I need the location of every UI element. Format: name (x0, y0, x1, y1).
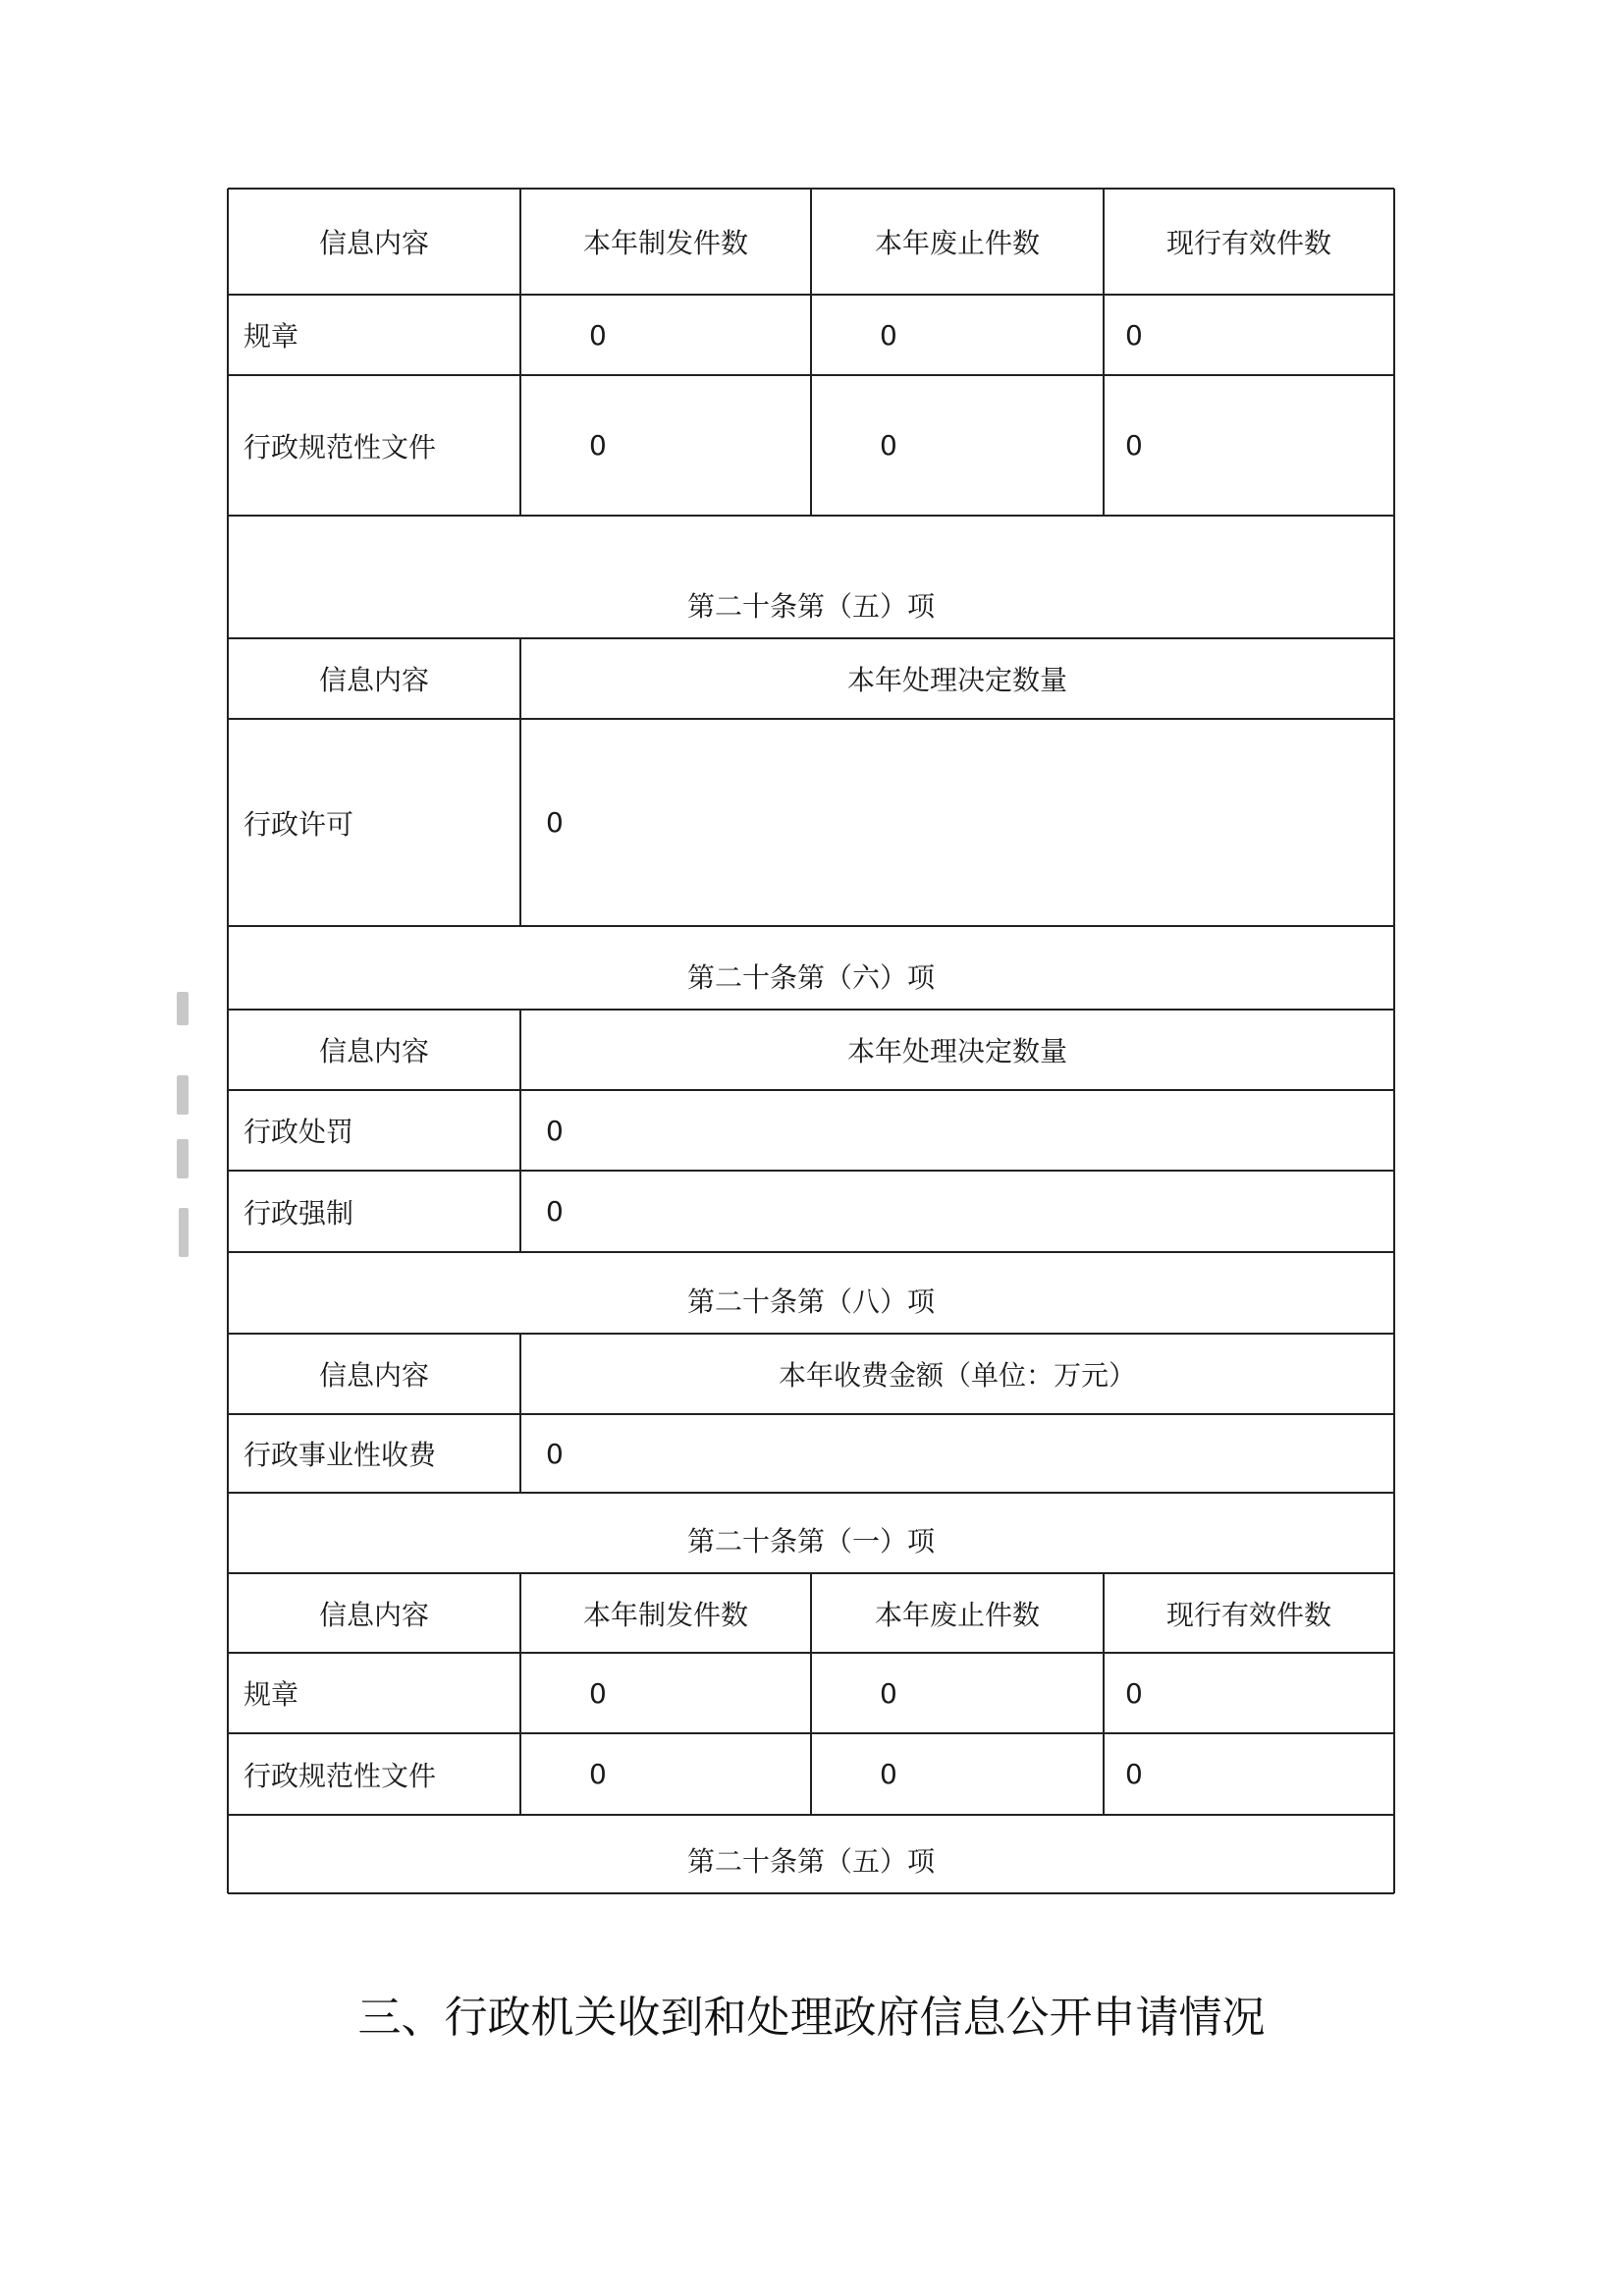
header-cell: 本年收费金额（单位：万元） (778, 1359, 1136, 1392)
value-cell: 0 (880, 429, 897, 462)
row-label: 行政事业性收费 (243, 1439, 437, 1471)
row-label: 行政规范性文件 (243, 430, 437, 464)
value-cell: 0 (589, 318, 607, 352)
value-cell: 0 (546, 1437, 564, 1470)
value-cell: 0 (589, 1676, 607, 1710)
header-cell: 本年处理决定数量 (846, 664, 1067, 696)
header-info-content: 信息内容 (318, 227, 429, 259)
value-cell: 0 (546, 1114, 564, 1147)
header-info-content: 信息内容 (318, 1035, 429, 1067)
value-cell: 0 (546, 1195, 564, 1228)
value-cell: 0 (589, 429, 607, 462)
header-info-content: 信息内容 (318, 1598, 429, 1631)
header-cell: 现行有效件数 (1165, 1598, 1331, 1631)
value-cell: 0 (880, 318, 897, 352)
row-label: 规章 (243, 320, 299, 353)
value-cell: 0 (1125, 429, 1143, 462)
value-cell: 0 (589, 1758, 607, 1790)
header-cell: 本年处理决定数量 (846, 1035, 1067, 1067)
row-label: 行政强制 (243, 1196, 354, 1230)
value-cell: 0 (880, 1676, 897, 1710)
section-title-cell: 第二十条第（八）项 (686, 1285, 935, 1318)
header-info-content: 信息内容 (318, 1359, 429, 1392)
value-cell: 0 (1125, 318, 1143, 352)
section-title-cell: 第二十条第（六）项 (686, 961, 935, 994)
row-label: 规章 (243, 1678, 299, 1711)
value-cell: 0 (1125, 1676, 1143, 1710)
header-cell: 本年制发件数 (582, 227, 748, 259)
header-info-content: 信息内容 (318, 664, 429, 696)
section-title-cell: 第二十条第（五）项 (686, 590, 935, 623)
value-cell: 0 (880, 1758, 897, 1790)
header-cell: 现行有效件数 (1165, 227, 1331, 259)
section-title-cell: 第二十条第（五）项 (686, 1845, 935, 1878)
header-cell: 本年制发件数 (582, 1598, 748, 1631)
value-cell: 0 (546, 806, 564, 839)
row-label: 行政处罚 (243, 1116, 354, 1148)
row-label: 行政规范性文件 (243, 1759, 437, 1792)
row-label: 行政许可 (243, 807, 354, 841)
header-cell: 本年废止件数 (874, 1598, 1040, 1631)
section-title-cell: 第二十条第（一）项 (686, 1525, 935, 1558)
section-heading: 三、行政机关收到和处理政府信息公开申请情况 (357, 1993, 1266, 2043)
value-cell: 0 (1125, 1758, 1143, 1790)
header-cell: 本年废止件数 (874, 227, 1040, 259)
